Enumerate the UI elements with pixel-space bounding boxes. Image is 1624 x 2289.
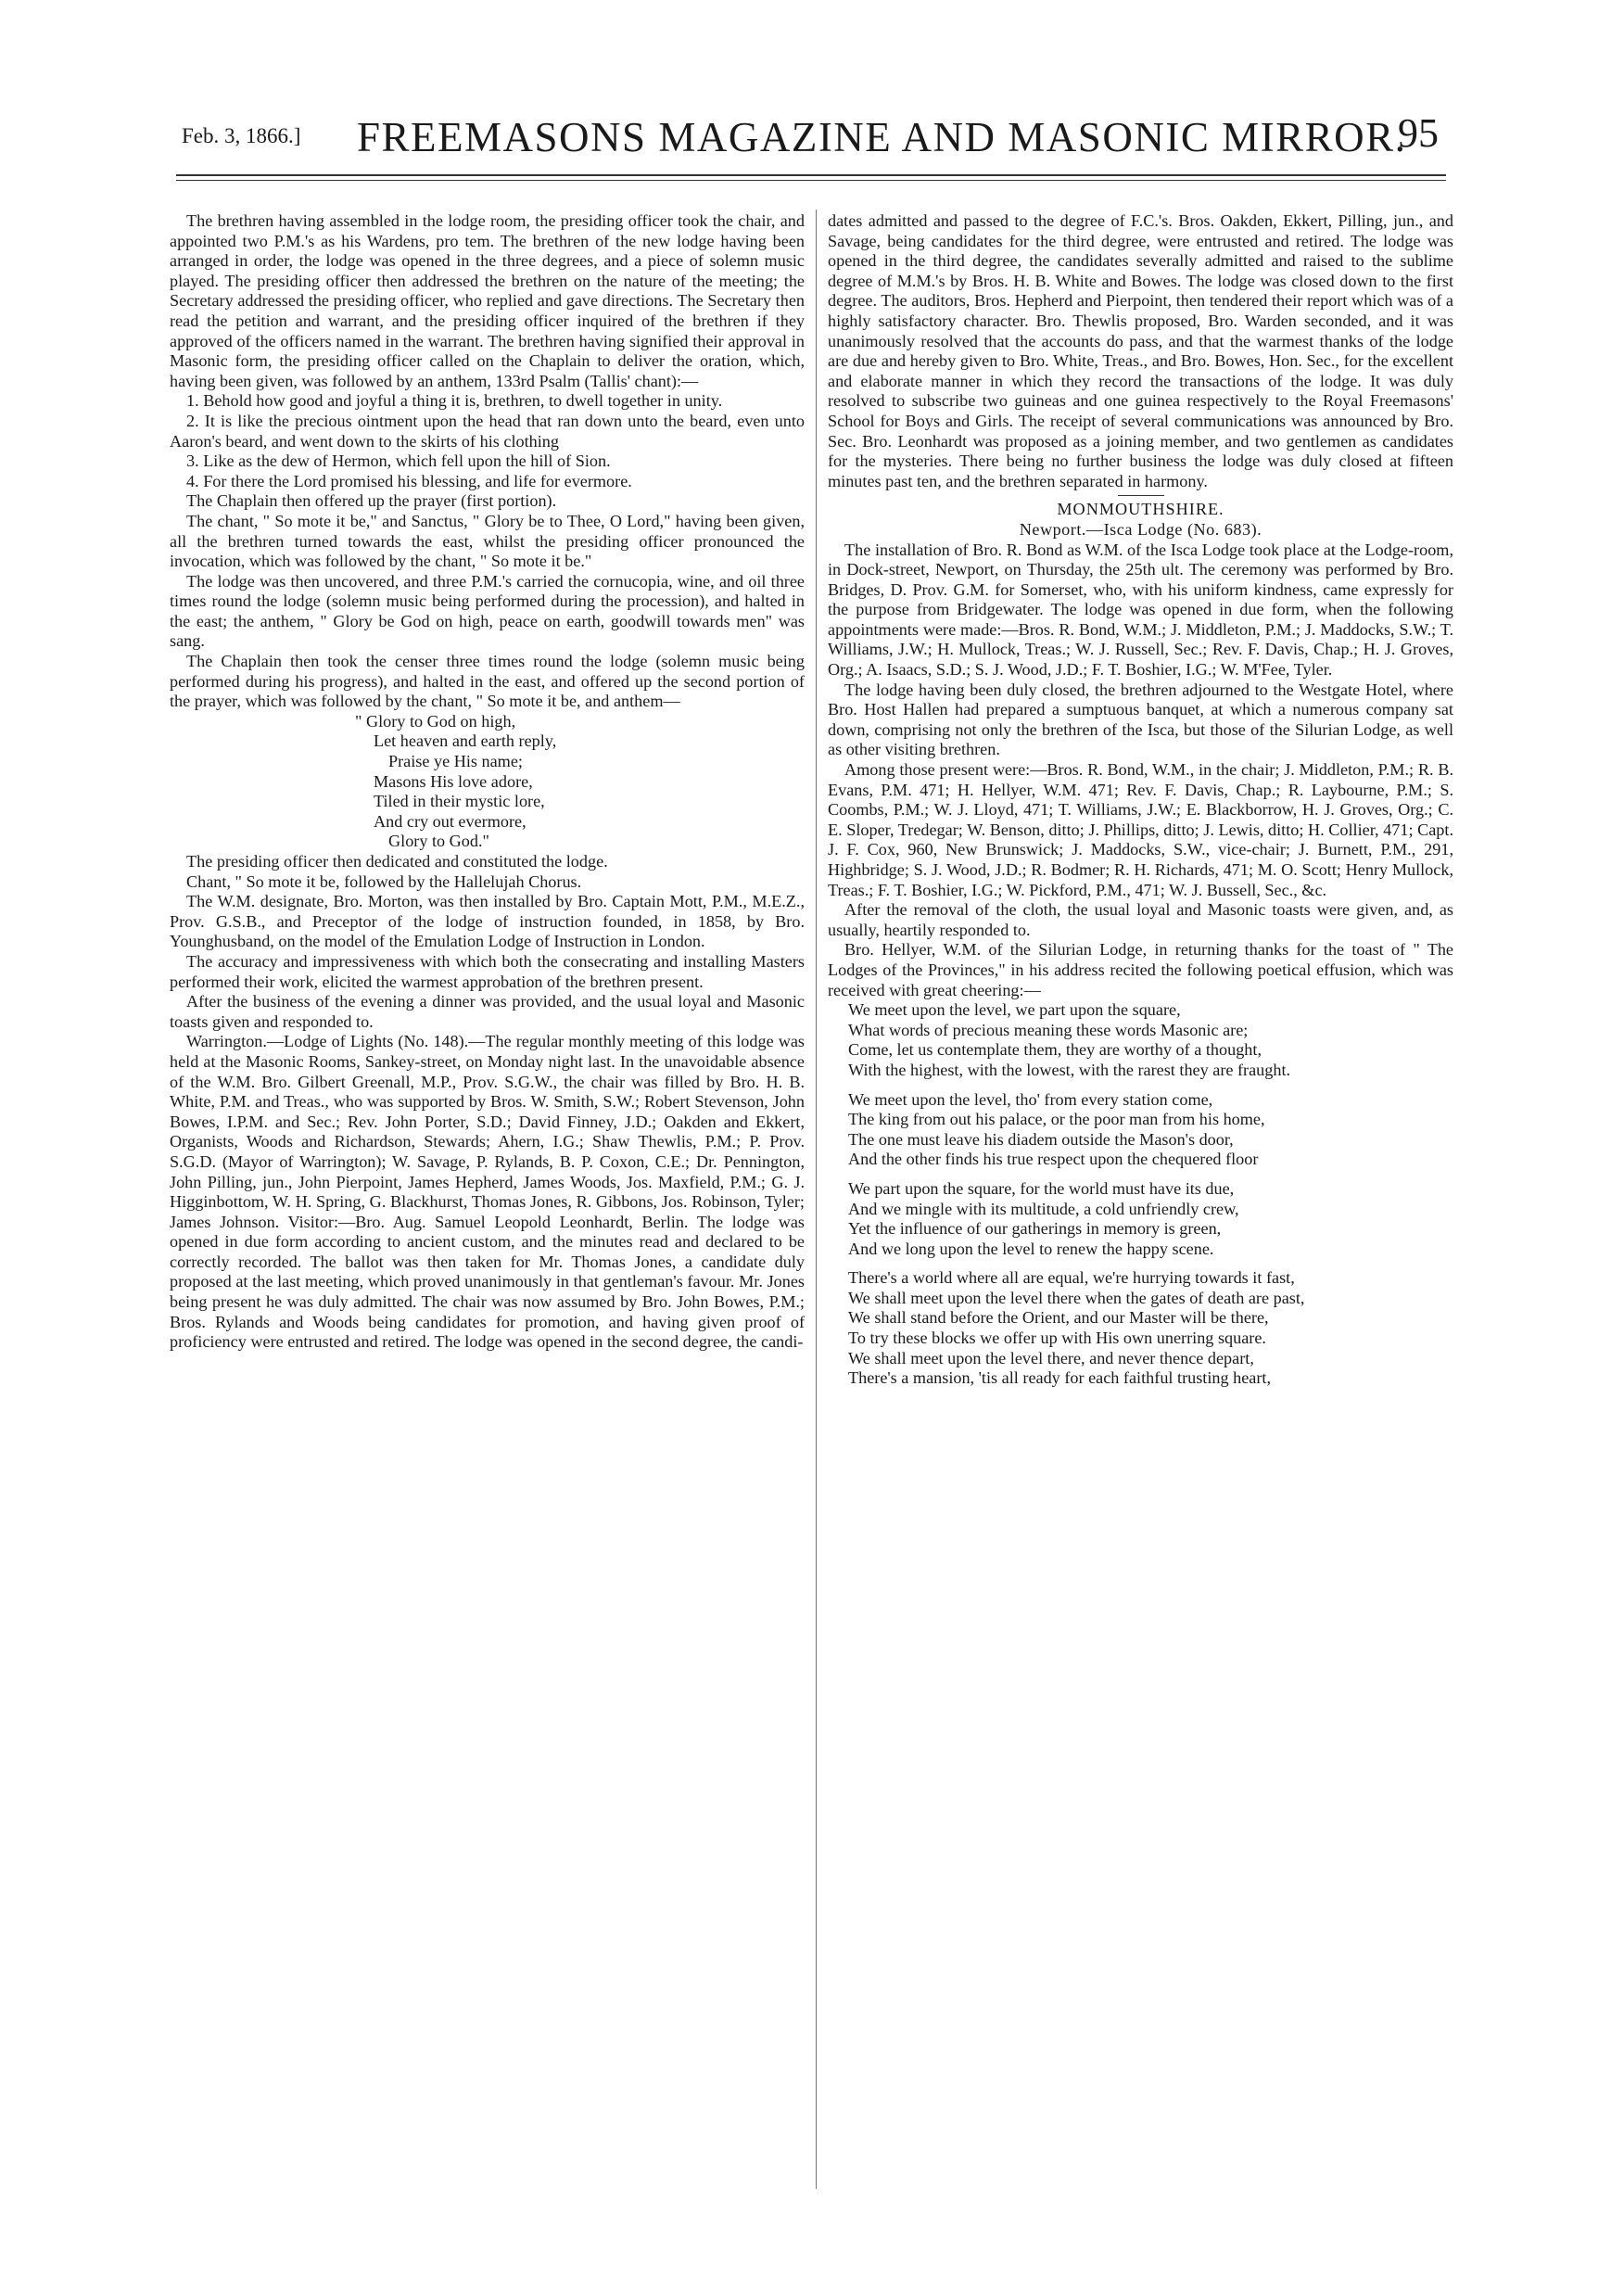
verse-line: Glory to God." (388, 832, 489, 851)
paragraph: The Chaplain then took the censer three times round the lodge (solemn music being performed during his progress), and halted in the east, and offered up the second portion of the prayer, which was followed by the chant, " So mote it be, and anthem— (170, 652, 805, 711)
verse-line: Let heaven and earth reply, (374, 731, 557, 751)
poem-line: We meet upon the level, we part upon the square, (848, 1000, 1181, 1020)
poem-line: And we mingle with its multitude, a cold unfriendly crew, (848, 1199, 1239, 1218)
stanza-gap (848, 1259, 1453, 1268)
issue-date: Feb. 3, 1866.] (182, 124, 301, 147)
poem-line: And the other finds his true respect upon the chequered floor (848, 1150, 1259, 1169)
poem-line: We part upon the square, for the world must have its due, (848, 1178, 1235, 1198)
poem-line: We shall meet upon the level there, and never thence depart, (848, 1348, 1254, 1367)
paragraph: The accuracy and impressiveness with which both the consecrating and installing Masters performed their work, elicited the warmest approbation of the brethren present. (170, 951, 805, 991)
poem-line: The king from out his palace, or the poor man from his home, (848, 1110, 1265, 1129)
poem-line: The one must leave his diadem outside the Mason's door, (848, 1129, 1234, 1149)
poem-line: There's a world where all are equal, we're hurrying towards it fast, (848, 1268, 1295, 1288)
poem (848, 1000, 1453, 1389)
masthead-title: FREEMASONS MAGAZINE AND MASONIC MIRROR. (357, 114, 1407, 160)
paragraph: After the removal of the cloth, the usual loyal and Masonic toasts were given, and, as usually, heartily responded to. (828, 900, 1453, 939)
psalm-verse: 2. It is like the precious ointment upon the head that ran down unto the beard, even unto Aaron's beard, and went down to the skirts of his clothing (170, 411, 805, 451)
psalm-verse: 4. For there the Lord promised his blessing, and life for evermore. (186, 471, 632, 490)
paragraph: Chant, " So mote it be, followed by the Hallelujah Chorus. (186, 871, 582, 891)
section-heading: MONMOUTHSHIRE. (1057, 500, 1224, 519)
paragraph: Bro. Hellyer, W.M. of the Silurian Lodge, in returning thanks for the toast of " The Lodges of the Provinces," in his address recited the following poetical effusion, which was received with great cheering:— (828, 940, 1453, 999)
poem-line: Yet the influence of our gatherings in memory is green, (848, 1219, 1222, 1239)
poem-line: We shall stand before the Orient, and our Master will be there, (848, 1308, 1269, 1328)
poem-line: And we long upon the level to renew the happy scene. (848, 1239, 1214, 1258)
paragraph: The chant, " So mote it be," and Sanctus, " Glory be to Thee, O Lord," having been given, all the brethren turned towards the east, whilst the presiding officer pronounced the invocation, which was followed by the chant, " So mote it be." (170, 511, 805, 571)
psalm-verse: 1. Behold how good and joyful a thing it is, brethren, to dwell together in unity. (186, 391, 723, 411)
right-column (828, 211, 1453, 1389)
poem-line: There's a mansion, 'tis all ready for each faithful trusting heart, (848, 1368, 1272, 1388)
stanza-gap (848, 1170, 1453, 1179)
header-rule-thin (176, 180, 1446, 181)
verse-line: Praise ye His name; (388, 752, 523, 771)
psalm-verse: 3. Like as the dew of Hermon, which fell upon the hill of Sion. (186, 451, 611, 471)
page-number: 95 (1398, 110, 1439, 156)
column-divider (816, 210, 817, 2189)
poem-line: With the highest, with the lowest, with the rarest they are fraught. (848, 1060, 1291, 1079)
poem-line: Come, let us contemplate them, they are worthy of a thought, (848, 1040, 1262, 1060)
poem-line: We shall meet upon the level there when the gates of death are past, (848, 1288, 1305, 1307)
verse-line: " Glory to God on high, (355, 711, 516, 731)
paragraph: After the business of the evening a dinner was provided, and the usual loyal and Masonic toasts given and responded to. (170, 992, 805, 1031)
paragraph: The installation of Bro. R. Bond as W.M. of the Isca Lodge took place at the Lodge-room, in Dock-street, Newport, on Thursday, the 25th ult. The ceremony was performed by Bro. Bridges, D. Prov. G.M. for Somerset, who, with his uniform kindness, came expressly for the purpose from Bridgewater. The lodge was opened in due form, when the following appointments were made:—Bros. R. Bond, W.M.; J. Middleton, P.M.; J. Maddocks, S.W.; T. Williams, J.W.; H. Mullock, Treas.; W. J. Russell, Sec.; Rev. F. Davis, Chap.; H. J. Groves, Org.; A. Isaacs, S.D.; S. J. Wood, J.D.; F. T. Boshier, I.G.; W. M'Fee, Tyler. (828, 540, 1453, 680)
poem-line: To try these blocks we offer up with His own unerring square. (848, 1329, 1266, 1348)
left-column (170, 211, 805, 1353)
paragraph: The W.M. designate, Bro. Morton, was then installed by Bro. Captain Mott, P.M., M.E.Z., Prov. G.S.B., and Preceptor of the lodge of instruction founded, in 1858, by Bro. Younghusband, on the model of the Emulation Lodge of Instruction in London. (170, 892, 805, 951)
paragraph: The presiding officer then dedicated and constituted the lodge. (186, 852, 608, 871)
section-rule (1118, 495, 1164, 496)
anthem-verse (355, 712, 805, 852)
paragraph: The lodge having been duly closed, the brethren adjourned to the Westgate Hotel, where Bro. Host Hallen had prepared a sumptuous banquet, at which a numerous company sat down, comprising not only the brethren of the Isca, but those of the Silurian Lodge, as well as other visiting brethren. (828, 680, 1453, 759)
stanza-gap (848, 1081, 1453, 1090)
paragraph: Among those present were:—Bros. R. Bond, W.M., in the chair; J. Middleton, P.M.; R. B. Evans, P.M. 471; H. Hellyer, W.M. 471; Rev. F. Davis, Chap.; R. Laybourne, P.M.; S. Coombs, P.M.; W. J. Lloyd, 471; T. Williams, J.W.; E. Blackborrow, H. J. Groves, Org.; C. E. Sloper, Tredegar; W. Benson, ditto; J. Phillips, ditto; J. Lewis, ditto; H. Collier, 471; Capt. J. F. Cox, 960, New Brunswick; J. Maddocks, S.W., vice-chair; J. Burnett, P.M., 291, Highbridge; S. J. Wood, J.D.; R. Bodmer; R. H. Richards, 471; M. O. Scott; Henry Mullock, Treas.; F. T. Boshier, I.G.; W. Pickford, P.M., 471; W. J. Bussell, Sec., &c. (828, 760, 1453, 899)
verse-line: And cry out evermore, (374, 811, 527, 831)
verse-line: Masons His love adore, (374, 771, 533, 791)
paragraph: dates admitted and passed to the degree of F.C.'s. Bros. Oakden, Ekkert, Pilling, jun., and Savage, being candidates for the third degree, were entrusted and retired. The lodge was opened in the third degree, the candidates severally admitted and raised to the sublime degree of M.M.'s by Bros. H. B. White and Bowes. The lodge was closed down to the first degree. The auditors, Bros. Hepherd and Pierpoint, then tendered their report which was of a highly satisfactory character. Bro. Thewlis proposed, Bro. Warden seconded, and it was unanimously resolved that the accounts do pass, and that the warmest thanks of the lodge are due and hereby given to Bro. White, Treas., and Bro. Bowes, Hon. Sec., for the excellent and elaborate manner in which they record the transactions of the lodge. It was duly resolved to subscribe two guineas and one guinea respectively to the Royal Freemasons' School for Boys and Girls. The receipt of several communications was announced by Bro. Sec. Bro. Leonhardt was proposed as a joining member, and two gentlemen as candidates for the mysteries. There being no further business the lodge was duly closed at fifteen minutes past ten, and the brethren separated in harmony. (828, 211, 1453, 490)
paragraph: Warrington.—Lodge of Lights (No. 148).—The regular monthly meeting of this lodge was held at the Masonic Rooms, Sankey-street, on Monday night last. In the unavoidable absence of the W.M. Bro. Gilbert Greenall, M.P., Prov. S.G.W., the chair was filled by Bro. H. B. White, P.M. and Treas., who was supported by Bros. W. Smith, S.W.; Robert Stevenson, John Bowes, I.P.M. and Sec.; Rev. John Porter, S.D.; David Finney, J.D.; Oakden and Ekkert, Organists, Woods and Richardson, Stewards; Ahern, I.G.; Shaw Thewlis, P.M.; P. Prov. S.G.D. (Mayor of Warrington); W. Savage, P. Rylands, B. P. Coxon, C.E.; Dr. Pennington, John Pilling, jun., John Pierpoint, James Hepherd, James Woods, Jos. Maxfield, P.M.; G. J. Higginbottom, W. H. Spring, G. Blackhurst, Thomas Jones, R. Gibbons, Jos. Robinson, Tyler; James Johnson. Visitor:—Bro. Aug. Samuel Leopold Leonhardt, Berlin. The lodge was opened in due form according to ancient custom, and the minutes read and declared to be correctly recorded. The ballot was then taken for Mr. Thomas Jones, a candidate duly proposed at the last meeting, which proved unanimously in that gentleman's favour. Mr. Jones being present he was duly admitted. The chair was now assumed by Bro. John Bowes, P.M.; Bros. Rylands and Woods being candidates for promotion, and having given proof of proficiency were entrusted and retired. The lodge was opened in the second degree, the candi- (170, 1032, 805, 1352)
paragraph: The brethren having assembled in the lodge room, the presiding officer took the chair, and appointed two P.M.'s as his Wardens, pro tem. The brethren of the new lodge having been arranged in order, the lodge was opened in the three degrees, and a piece of solemn music played. The presiding officer then addressed the brethren on the nature of the meeting; the Secretary addressed the presiding officer, who replied and gave directions. The Secretary then read the petition and warrant, and the presiding officer inquired of the brethren if they approved of the officers named in the warrant. The brethren having signified their approval in Masonic form, the presiding officer called on the Chaplain to deliver the oration, which, having been given, was followed by an anthem, 133rd Psalm (Tallis' chant):— (170, 211, 805, 390)
poem-line: What words of precious meaning these words Masonic are; (848, 1020, 1249, 1039)
lodge-subheading: Newport.—Isca Lodge (No. 683). (1019, 519, 1262, 539)
paragraph: The Chaplain then offered up the prayer (first portion). (186, 491, 557, 511)
header-rule (176, 174, 1446, 176)
verse-line: Tiled in their mystic lore, (374, 792, 545, 811)
poem-line: We meet upon the level, tho' from every station come, (848, 1089, 1213, 1109)
paragraph: The lodge was then uncovered, and three P.M.'s carried the cornucopia, wine, and oil three times round the lodge (solemn music being performed during the procession), and halted in the east; the anthem, " Glory be God on high, peace on earth, goodwill towards men" was sang. (170, 571, 805, 651)
